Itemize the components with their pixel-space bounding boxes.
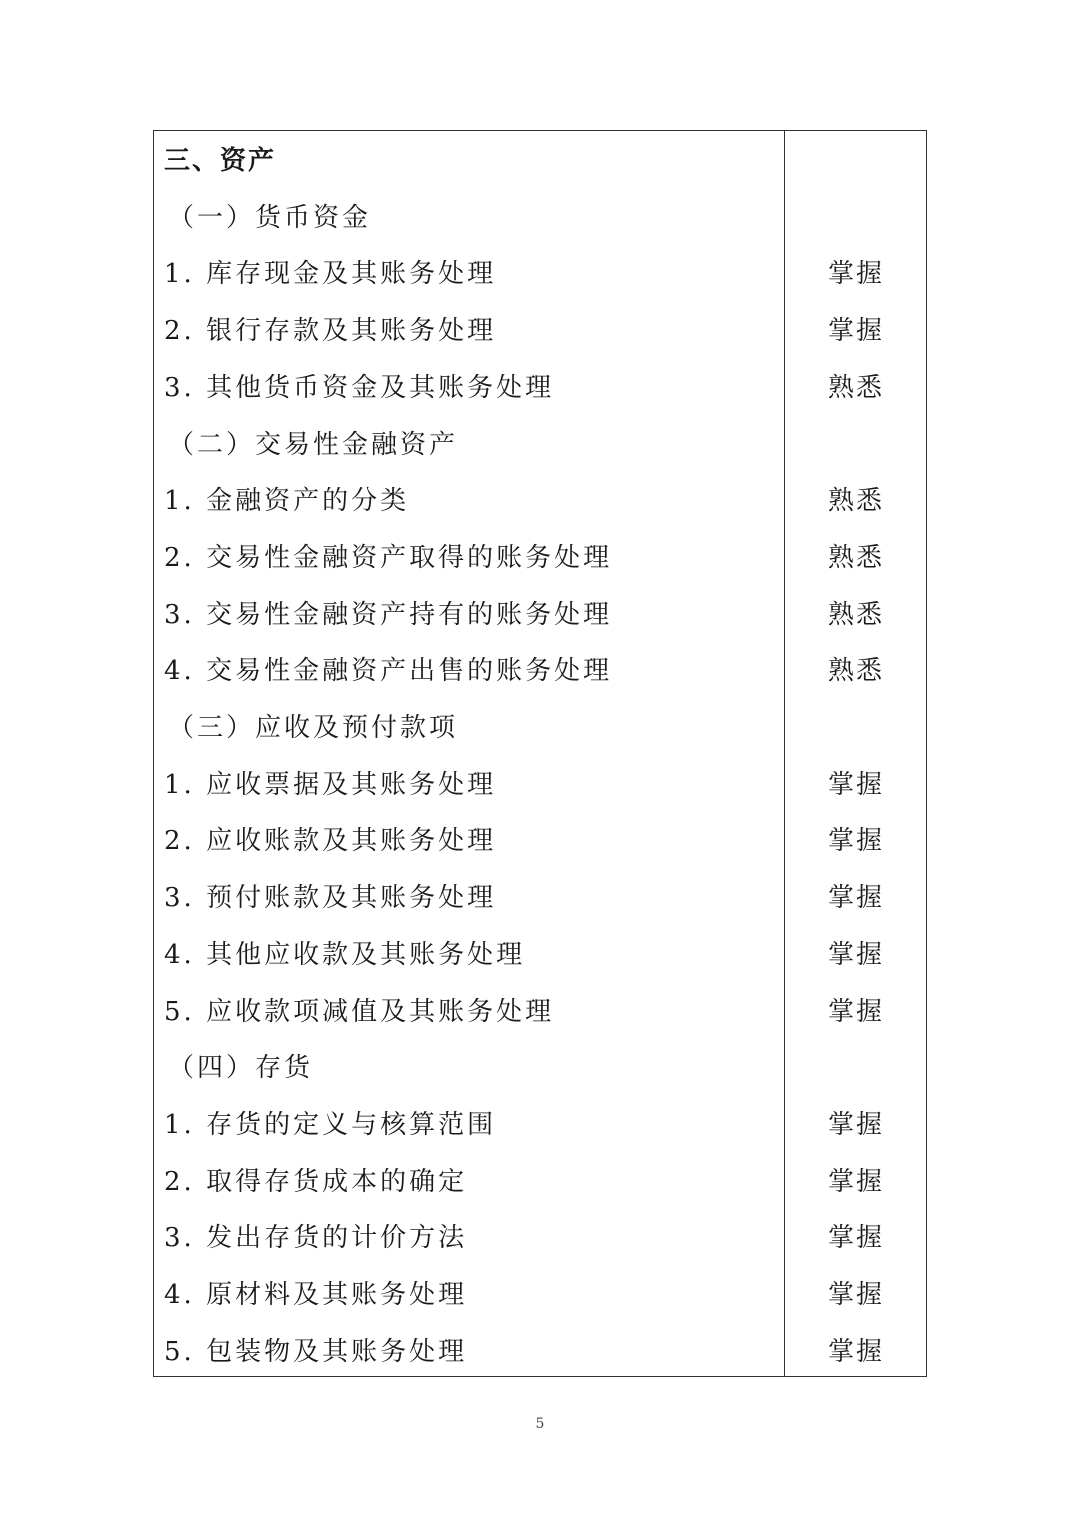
topic-label: 1. 应收票据及其账务处理 bbox=[164, 769, 497, 800]
subsection-row bbox=[154, 190, 926, 246]
requirement-level bbox=[784, 700, 928, 756]
requirement-level bbox=[784, 133, 928, 189]
topic-label: 1. 库存现金及其账务处理 bbox=[164, 259, 497, 290]
topic-label: 1. 金融资产的分类 bbox=[164, 486, 410, 517]
requirement-level bbox=[784, 417, 928, 473]
topic-label: 4. 其他应收款及其账务处理 bbox=[164, 939, 526, 970]
requirement-level: 掌握 bbox=[827, 939, 884, 970]
requirement-level bbox=[784, 190, 928, 246]
topic-label: 5. 应收款项减值及其账务处理 bbox=[164, 996, 555, 1027]
subsection-title: （四）存货 bbox=[168, 1053, 314, 1084]
table-row bbox=[154, 1097, 926, 1153]
requirement-level: 掌握 bbox=[827, 1223, 884, 1254]
requirement-level: 熟悉 bbox=[827, 542, 884, 573]
requirement-level: 掌握 bbox=[827, 316, 884, 347]
table-row bbox=[154, 246, 926, 302]
requirement-level: 熟悉 bbox=[827, 486, 884, 517]
requirement-level: 掌握 bbox=[827, 769, 884, 800]
requirement-level: 掌握 bbox=[827, 1336, 884, 1367]
subsection-row bbox=[154, 700, 926, 756]
section-row bbox=[154, 133, 926, 189]
table-row bbox=[154, 643, 926, 699]
topic-label: 2. 银行存款及其账务处理 bbox=[164, 316, 497, 347]
requirement-level: 掌握 bbox=[827, 826, 884, 857]
topic-label: 3. 交易性金融资产持有的账务处理 bbox=[164, 599, 613, 630]
table-row bbox=[154, 1154, 926, 1210]
topic-label: 1. 存货的定义与核算范围 bbox=[164, 1109, 497, 1140]
subsection-row bbox=[154, 1040, 926, 1096]
topic-label: 5. 包装物及其账务处理 bbox=[164, 1336, 468, 1367]
subsection-row bbox=[154, 417, 926, 473]
topic-label: 2. 取得存货成本的确定 bbox=[164, 1166, 468, 1197]
table-row bbox=[154, 1267, 926, 1323]
topic-label: 3. 发出存货的计价方法 bbox=[164, 1223, 468, 1254]
table-row bbox=[154, 1324, 926, 1380]
topic-label: 3. 预付账款及其账务处理 bbox=[164, 883, 497, 914]
requirement-level: 掌握 bbox=[827, 1166, 884, 1197]
subsection-title: （三）应收及预付款项 bbox=[168, 713, 459, 743]
table-row bbox=[154, 473, 926, 529]
requirement-level: 熟悉 bbox=[827, 656, 884, 687]
subsection-title: （二）交易性金融资产 bbox=[168, 429, 459, 460]
table-row bbox=[154, 530, 926, 586]
subsection-title: （一）货币资金 bbox=[168, 202, 372, 233]
table-row bbox=[154, 360, 926, 416]
topic-label: 2. 应收账款及其账务处理 bbox=[164, 826, 497, 857]
topic-label: 3. 其他货币资金及其账务处理 bbox=[164, 372, 555, 403]
table-row bbox=[154, 757, 926, 813]
table-row bbox=[154, 927, 926, 983]
requirement-level: 熟悉 bbox=[827, 372, 884, 403]
syllabus-table bbox=[153, 130, 927, 1377]
requirement-level: 掌握 bbox=[827, 1280, 884, 1310]
table-row bbox=[154, 870, 926, 926]
topic-label: 4. 原材料及其账务处理 bbox=[164, 1280, 468, 1310]
section-title: 三、资产 bbox=[164, 146, 277, 176]
page-number: 5 bbox=[535, 1416, 545, 1432]
requirement-level: 掌握 bbox=[827, 883, 884, 914]
topic-label: 4. 交易性金融资产出售的账务处理 bbox=[164, 656, 613, 687]
table-row bbox=[154, 1210, 926, 1266]
table-row bbox=[154, 587, 926, 643]
table-row bbox=[154, 813, 926, 869]
requirement-level: 掌握 bbox=[827, 996, 884, 1027]
requirement-level bbox=[784, 1040, 928, 1096]
table-row bbox=[154, 984, 926, 1040]
requirement-level: 掌握 bbox=[827, 1109, 884, 1140]
topic-label: 2. 交易性金融资产取得的账务处理 bbox=[164, 542, 613, 573]
requirement-level: 熟悉 bbox=[827, 599, 884, 630]
requirement-level: 掌握 bbox=[827, 259, 884, 290]
table-row bbox=[154, 303, 926, 359]
